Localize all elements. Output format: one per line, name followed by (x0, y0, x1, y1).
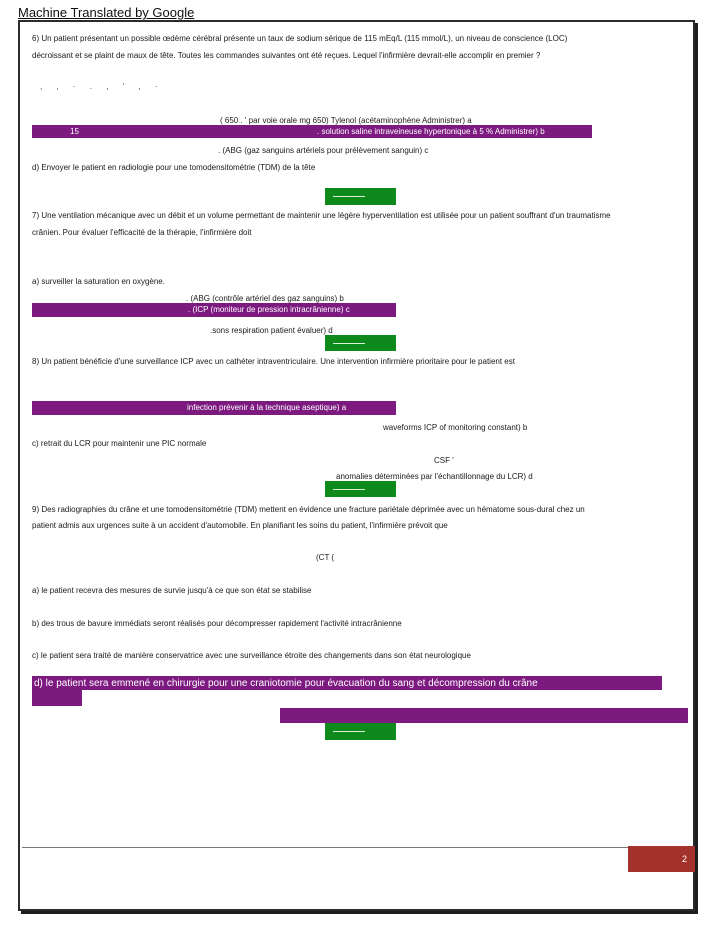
q6-option-b: . solution saline intraveineuse hypertonique à 5 % Administrer) b (317, 127, 545, 136)
q8-stem: 8) Un patient bénéficie d'une surveillance ICP avec un cathéter intraventriculaire. Une intervention infirmière prioritaire pour le patient est (32, 357, 515, 366)
q6-answer-marker (325, 188, 396, 205)
q7-answer-marker (325, 335, 396, 351)
q8-option-d: anomalies déterminées par l'échantillonnage du LCR) d (336, 472, 533, 481)
q8-option-a-highlight (32, 401, 396, 415)
q8-option-b: waveforms ICP of monitoring constant) b (383, 423, 528, 432)
q6-stem-line1: 6) Un patient présentant un possible œdème cérébral présente un taux de sodium sérique de 115 mEq/L (115 mmol/L), un niveau de conscience (LOC) (32, 34, 568, 43)
q9-option-d-highlight-tail (32, 690, 82, 706)
q9-option-c: c) le patient sera traité de manière conservatrice avec une surveillance étroite des changements dans son état neurologique (32, 651, 471, 660)
q9-option-a: a) le patient recevra des mesures de survie jusqu'à ce que son état se stabilise (32, 586, 312, 595)
q9-ct: (CT ( (316, 553, 335, 562)
page-number: 2 (681, 854, 687, 864)
q6-option-d: d) Envoyer le patient en radiologie pour une tomodensitométrie (TDM) de la tête (32, 163, 316, 172)
q6-stem-line2: décroissant et se plaint de maux de tête. Toutes les commandes suivantes ont été reçues. Lequel l'infirmière devrait-elle accomplir en premier ? (32, 51, 541, 60)
q9-stem-line2: patient admis aux urgences suite à un accident d'automobile. En planifiant les soins du patient, l'infirmière prévoit que (32, 521, 448, 530)
footer-divider (22, 847, 694, 848)
q7-option-d: .sons respiration patient évaluer) d (210, 326, 333, 335)
q6-option-c: . (ABG (gaz sanguins artériels pour prélèvement sanguin) c (218, 146, 429, 155)
q6-option-b-highlight (32, 125, 592, 138)
q8-answer-marker (325, 481, 396, 497)
q6-option-a: ( 650 . ' par voie orale mg 650) Tylenol (acétaminophène Administrer) a (220, 116, 472, 125)
q9-stem-line1: 9) Des radiographies du crâne et une tomodensitométrie (TDM) mettent en évidence une fracture pariétale déprimée avec un hématome sous-dural chez un (32, 505, 585, 514)
q7-option-a: a) surveiller la saturation en oxygène. (32, 277, 165, 286)
q6-option-b-prefix: 15 (70, 127, 79, 136)
q9-option-b: b) des trous de bavure immédiats seront réalisés pour décompresser rapidement l'activité intracrânienne (32, 619, 402, 628)
q7-option-b: . (ABG (contrôle artériel des gaz sanguins) b (186, 294, 344, 303)
q8-csf: CSF ' (434, 456, 454, 465)
q8-option-c: c) retrait du LCR pour maintenir une PIC normale (32, 439, 207, 448)
machine-translated-header: Machine Translated by Google (18, 5, 195, 20)
q6-noise: , , · . , ' , · (40, 82, 164, 91)
q7-option-c: . (ICP (moniteur de pression intracrânienne) c (188, 305, 350, 314)
q9-option-d-highlight-2 (280, 708, 688, 723)
q7-stem-line2: crânien. Pour évaluer l'efficacité de la thérapie, l'infirmière doit (32, 228, 252, 237)
q9-option-d-highlight (32, 676, 662, 690)
q9-answer-marker (325, 723, 396, 740)
q9-option-d: d) le patient sera emmené en chirurgie pour une craniotomie pour évacuation du sang et décompression du crâne (34, 678, 538, 689)
q7-option-c-highlight (32, 303, 396, 317)
page-number-badge (628, 846, 695, 872)
q8-option-a: infection prévenir à la technique aseptique) a (187, 403, 347, 412)
q7-stem-line1: 7) Une ventilation mécanique avec un débit et un volume permettant de maintenir une légère hyperventilation est utilisée pour un patient souffrant d'un traumatisme (32, 211, 611, 220)
